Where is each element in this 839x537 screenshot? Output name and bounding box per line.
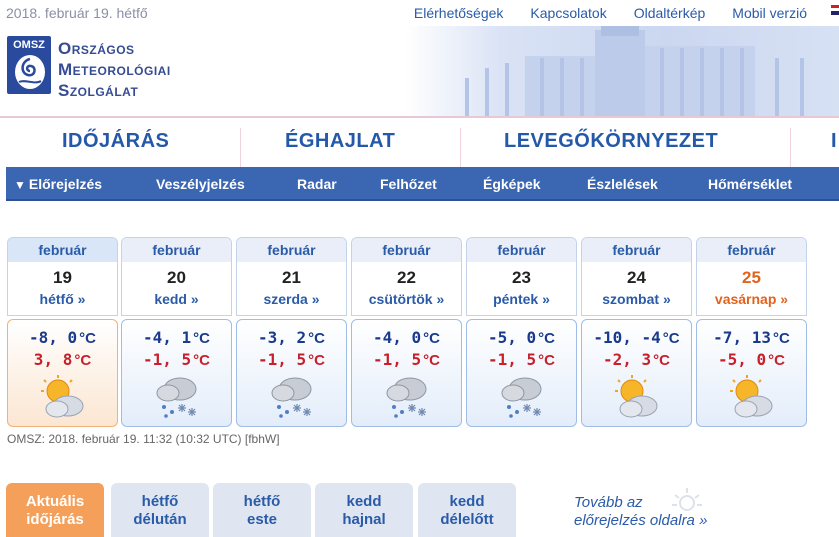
temp-unit: °C	[772, 330, 790, 347]
tab-monday-evening[interactable]	[213, 483, 311, 537]
tab-tuesday-morning[interactable]	[418, 483, 516, 537]
forecast-weekday-link[interactable]: szerda »	[263, 291, 320, 307]
partly-cloudy-icon	[38, 374, 88, 420]
link-contacts[interactable]: Elérhetőségek	[413, 5, 504, 21]
forecast-weekday-link[interactable]: péntek »	[493, 291, 550, 307]
temp-range-2: -1, 5 °C	[372, 350, 440, 369]
temp-unit: °C	[768, 352, 785, 369]
temp-value: -4	[372, 328, 393, 347]
tab-label: este	[246, 511, 278, 528]
temp-value: 3	[33, 350, 44, 369]
forecast-day-card[interactable]	[466, 319, 577, 427]
forecast-weekday-link[interactable]: vasárnap »	[714, 291, 789, 307]
temp-value: 5	[411, 350, 422, 369]
forecast-month: február	[467, 238, 576, 262]
temp-value: 13	[751, 328, 771, 347]
subnav-temperature[interactable]: Hőmérséklet	[708, 176, 793, 192]
temp-unit: °C	[308, 330, 325, 347]
tab-monday-afternoon[interactable]	[111, 483, 209, 537]
temp-value: 5	[526, 350, 537, 369]
forecast-day-card[interactable]	[581, 319, 692, 427]
temp-value: -5	[717, 350, 738, 369]
nav-air-environment[interactable]: LEVEGŐKÖRNYEZET	[504, 130, 719, 152]
temp-unit: °C	[538, 330, 555, 347]
forecast-month: február	[697, 238, 806, 262]
forecast-day-header[interactable]	[236, 237, 347, 316]
temp-unit: °C	[423, 330, 440, 347]
omsz-logo[interactable]	[7, 36, 51, 94]
link-relations[interactable]: Kapcsolatok	[530, 5, 607, 21]
temp-unit: °C	[79, 330, 96, 347]
forecast-day-number: 24	[627, 268, 646, 287]
subnav-forecast-label: Előrejelzés	[28, 176, 103, 192]
temp-value: -3	[257, 328, 278, 347]
temp-value: -10	[593, 328, 623, 347]
tab-label: hajnal	[342, 511, 386, 528]
forecast-day-number: 23	[512, 268, 531, 287]
snow-sleet-icon	[497, 374, 547, 420]
forecast-day-number: 22	[397, 268, 416, 287]
forecast-source: OMSZ: 2018. február 19. 11:32 (10:32 UTC) [fbhW]	[7, 432, 280, 446]
english-flag-icon[interactable]	[831, 5, 839, 15]
subnav-sky-images[interactable]: Égképek	[483, 176, 541, 192]
temp-value: 0	[67, 328, 78, 347]
main-nav	[0, 118, 839, 166]
temp-range-1: -8, 0 °C	[28, 328, 96, 347]
temp-value: 8	[62, 350, 73, 369]
temp-value: 5	[296, 350, 307, 369]
partly-cloudy-icon	[727, 374, 777, 420]
temp-value: -5	[487, 328, 508, 347]
faded-sun-icon	[670, 486, 704, 516]
forecast-day-number: 25	[742, 268, 761, 287]
temp-unit: °C	[653, 352, 670, 369]
forecast-day-header[interactable]	[581, 237, 692, 316]
forecast-month: február	[582, 238, 691, 262]
tab-label: kedd	[449, 493, 485, 510]
forecast-day-header[interactable]	[121, 237, 232, 316]
temp-range-2: -5, 0 °C	[717, 350, 785, 369]
temp-range-2: -1, 5 °C	[487, 350, 555, 369]
temp-range-2: -2, 3 °C	[602, 350, 670, 369]
forecast-day-number: 21	[282, 268, 301, 287]
forecast-day-header[interactable]	[7, 237, 118, 316]
logo-abbr: OMSZ	[13, 39, 45, 51]
more-line-1: Tovább az	[574, 494, 643, 511]
forecast-weekday-link[interactable]: kedd »	[154, 291, 199, 307]
forecast-day-card[interactable]	[7, 319, 118, 427]
temp-range-2: -1, 5 °C	[257, 350, 325, 369]
sub-nav	[6, 167, 839, 201]
tab-current-weather[interactable]	[6, 483, 104, 537]
temp-value: 0	[526, 328, 537, 347]
snow-sleet-icon	[267, 374, 317, 420]
temp-range-2: 3, 8 °C	[33, 350, 92, 369]
temp-value: -1	[142, 350, 163, 369]
logo-line-2: Meteorológiai	[58, 60, 171, 79]
logo-line-3: Szolgálat	[58, 81, 139, 100]
temp-unit: °C	[193, 330, 210, 347]
temp-value: 1	[181, 328, 192, 347]
tab-label: kedd	[346, 493, 382, 510]
logo-swirl-icon	[15, 55, 45, 89]
forecast-weekday-link[interactable]: hétfő »	[39, 291, 86, 307]
forecast-day-header[interactable]	[351, 237, 462, 316]
tab-label: délután	[133, 511, 187, 528]
temp-range-1: -4, 0 °C	[372, 328, 440, 347]
temp-value: -1	[487, 350, 508, 369]
link-sitemap[interactable]: Oldaltérkép	[633, 5, 706, 21]
temp-unit: °C	[193, 352, 210, 369]
nav-separator	[240, 128, 241, 168]
link-mobile[interactable]: Mobil verzió	[732, 5, 807, 21]
temp-range-1: -4, 1 °C	[142, 328, 210, 347]
tab-label: időjárás	[26, 511, 84, 528]
temp-unit: °C	[423, 352, 440, 369]
temp-value: -7	[713, 328, 733, 347]
tab-tuesday-dawn[interactable]	[315, 483, 413, 537]
temp-value: -2	[602, 350, 623, 369]
temp-value: 5	[181, 350, 192, 369]
tab-label: délelőtt	[440, 511, 494, 528]
forecast-weekday-link[interactable]: csütörtök »	[368, 291, 445, 307]
temp-value: 2	[296, 328, 307, 347]
forecast-month: február	[8, 238, 117, 262]
site-header	[0, 26, 839, 116]
temp-range-2: -1, 5 °C	[142, 350, 210, 369]
temp-range-1: -7, 13 °C	[713, 328, 790, 347]
temp-value: 3	[641, 350, 652, 369]
temp-value: -1	[257, 350, 278, 369]
more-line-2: előrejelzés oldalra »	[574, 512, 708, 529]
temp-range-1: -3, 2 °C	[257, 328, 325, 347]
forecast-day-number: 19	[53, 268, 72, 287]
top-links	[387, 5, 807, 21]
forecast-day-card[interactable]	[121, 319, 232, 427]
forecast-day-header[interactable]	[466, 237, 577, 316]
temp-unit: °C	[662, 330, 680, 347]
subnav-radar[interactable]: Radar	[297, 176, 337, 192]
temp-unit: °C	[74, 352, 92, 369]
partly-cloudy-icon	[612, 374, 662, 420]
tab-label: Aktuális	[25, 493, 85, 510]
tab-label: hétfő	[141, 493, 179, 510]
temp-unit: °C	[308, 352, 325, 369]
subnav-observations[interactable]: Észlelések	[587, 176, 658, 192]
temp-value: -4	[142, 328, 163, 347]
triangle-down-icon: ▼	[14, 178, 26, 192]
temp-value: 0	[756, 350, 767, 369]
current-date: 2018. február 19. hétfő	[6, 5, 148, 21]
temp-range-1: -10, -4 °C	[593, 328, 680, 347]
nav-climate[interactable]: ÉGHAJLAT	[285, 130, 396, 152]
nav-separator	[790, 128, 791, 168]
forecast-day-card[interactable]	[696, 319, 807, 427]
forecast-day-card[interactable]	[236, 319, 347, 427]
building-banner	[405, 26, 839, 118]
forecast-weekday-link[interactable]: szombat »	[602, 291, 671, 307]
temp-value: -1	[372, 350, 393, 369]
temp-unit: °C	[538, 352, 555, 369]
forecast-day-card[interactable]	[351, 319, 462, 427]
nav-separator	[460, 128, 461, 168]
forecast-month: február	[352, 238, 461, 262]
snow-sleet-icon	[382, 374, 432, 420]
logo-line-1: Országos	[58, 39, 135, 58]
forecast-month: február	[237, 238, 346, 262]
temp-value: -8	[28, 328, 49, 347]
temp-value: 0	[411, 328, 422, 347]
logo-name[interactable]	[58, 38, 171, 101]
nav-more[interactable]: I	[831, 130, 838, 152]
forecast-day-number: 20	[167, 268, 186, 287]
subnav-clouds[interactable]: Felhőzet	[380, 176, 437, 192]
forecast-month: február	[122, 238, 231, 262]
tab-label: hétfő	[243, 493, 281, 510]
subnav-forecast[interactable]	[14, 176, 102, 192]
temp-range-1: -5, 0 °C	[487, 328, 555, 347]
snow-sleet-icon	[152, 374, 202, 420]
subnav-warnings[interactable]: Veszélyjelzés	[156, 176, 245, 192]
nav-weather[interactable]: IDŐJÁRÁS	[62, 130, 170, 152]
temp-value: -4	[641, 328, 661, 347]
forecast-day-header[interactable]	[696, 237, 807, 316]
